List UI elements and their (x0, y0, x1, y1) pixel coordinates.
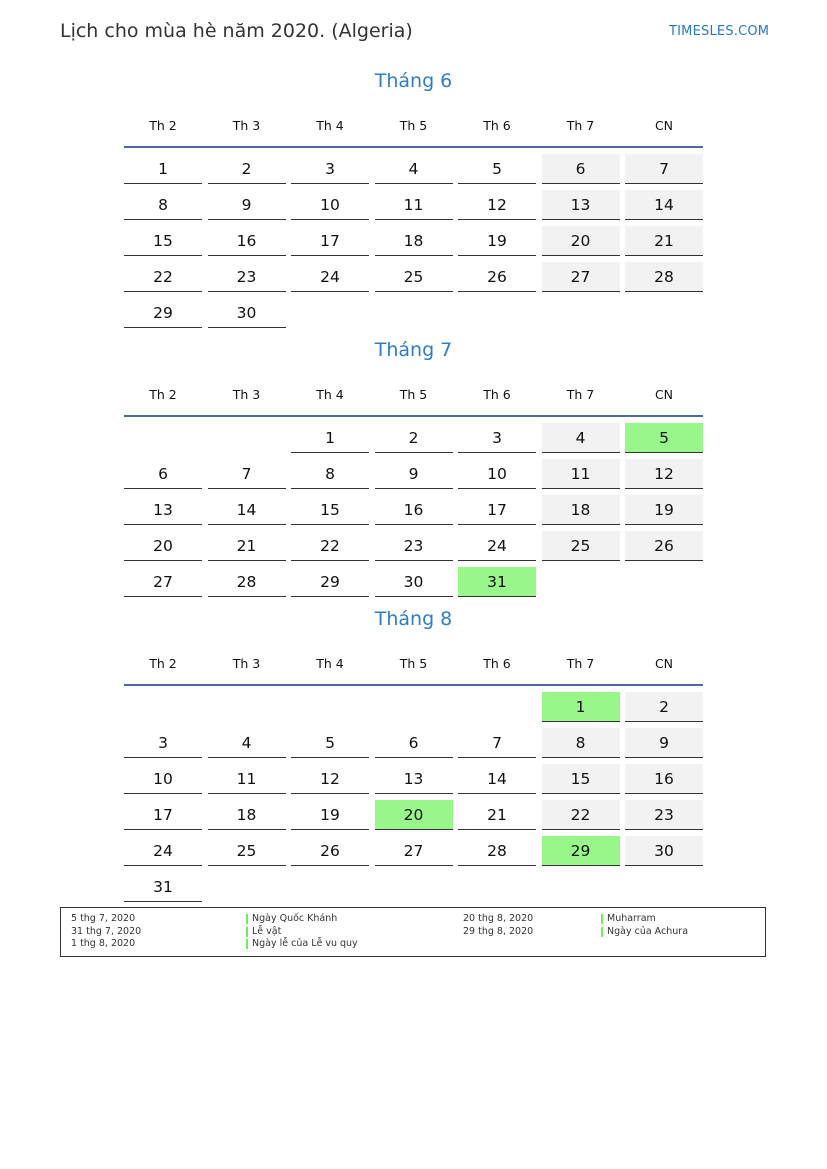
day-cell[interactable]: 12 (458, 190, 536, 220)
legend-holiday-name (601, 913, 656, 924)
weekday-label: Th 5 (399, 656, 428, 671)
day-cell[interactable]: 26 (458, 262, 536, 292)
month-title: Tháng 6 (374, 70, 453, 92)
holiday-color-marker (246, 939, 248, 949)
weekday-label: CN (654, 656, 674, 671)
day-cell[interactable]: 17 (124, 800, 202, 830)
legend-holiday-label: Lễ vật (252, 925, 282, 937)
day-cell[interactable]: 19 (625, 495, 703, 525)
day-cell[interactable]: 5 (291, 728, 369, 758)
holiday-color-marker (246, 927, 248, 937)
day-cell[interactable]: 1 (124, 154, 202, 184)
legend-holiday-name (601, 926, 688, 937)
weekday-label: Th 6 (483, 118, 511, 133)
weekday-label: Th 3 (232, 387, 261, 402)
day-cell[interactable]: 1 (291, 423, 369, 453)
day-cell[interactable]: 8 (542, 728, 620, 758)
day-cell[interactable]: 18 (375, 226, 453, 256)
weekday-label: Th 3 (232, 656, 261, 671)
day-cell[interactable]: 25 (208, 836, 286, 866)
legend-holiday-name (246, 926, 281, 937)
day-cell[interactable]: 5 (458, 154, 536, 184)
weekday-label: Th 2 (149, 656, 177, 671)
day-cell[interactable]: 8 (124, 190, 202, 220)
day-cell[interactable]: 6 (124, 459, 202, 489)
day-cell[interactable]: 29 (291, 567, 369, 597)
legend-holiday-label: Ngày của Achura (607, 925, 689, 937)
day-cell[interactable]: 8 (291, 459, 369, 489)
day-cell[interactable]: 30 (208, 298, 286, 328)
day-cell[interactable]: 13 (124, 495, 202, 525)
weekday-label: Th 7 (566, 387, 595, 402)
day-cell[interactable]: 15 (291, 495, 369, 525)
day-cell[interactable]: 13 (542, 190, 620, 220)
day-cell[interactable]: 19 (291, 800, 369, 830)
month-block (124, 608, 703, 896)
day-cell[interactable]: 21 (208, 531, 286, 561)
day-cell[interactable]: 21 (625, 226, 703, 256)
day-cell[interactable]: 3 (291, 154, 369, 184)
day-cell[interactable]: 28 (458, 836, 536, 866)
day-cell[interactable]: 10 (124, 764, 202, 794)
weekday-header (124, 375, 703, 417)
weekday-label: CN (654, 118, 674, 133)
weekday-label: Th 2 (149, 118, 177, 133)
day-cell[interactable]: 25 (375, 262, 453, 292)
day-cell[interactable]: 3 (124, 728, 202, 758)
month-title: Tháng 8 (374, 608, 453, 630)
legend-holiday-label: Muharram (607, 913, 656, 924)
weekday-header (124, 644, 703, 686)
day-cell[interactable]: 19 (458, 226, 536, 256)
day-cell[interactable]: 4 (375, 154, 453, 184)
day-cell[interactable]: 7 (458, 728, 536, 758)
day-cell[interactable]: 26 (291, 836, 369, 866)
day-cell[interactable]: 18 (208, 800, 286, 830)
day-cell[interactable]: 26 (625, 531, 703, 561)
month-block (124, 339, 703, 591)
day-cell[interactable]: 14 (208, 495, 286, 525)
day-cell[interactable]: 23 (625, 800, 703, 830)
day-cell[interactable]: 27 (375, 836, 453, 866)
holiday-color-marker (246, 914, 248, 924)
day-cell[interactable]: 22 (124, 262, 202, 292)
weekday-label: Th 4 (316, 656, 344, 671)
day-cell[interactable]: 3 (458, 423, 536, 453)
day-cell[interactable]: 11 (542, 459, 620, 489)
month-title: Tháng 7 (374, 339, 453, 361)
day-cell[interactable]: 16 (625, 764, 703, 794)
legend-date: 31 thg 7, 2020 (71, 925, 142, 937)
day-cell[interactable]: 12 (625, 459, 703, 489)
day-cell[interactable]: 16 (208, 226, 286, 256)
holiday-legend (60, 907, 766, 957)
legend-date: 20 thg 8, 2020 (463, 913, 534, 924)
day-cell[interactable]: 24 (291, 262, 369, 292)
weekday-label: Th 6 (483, 387, 511, 402)
day-cell[interactable]: 24 (124, 836, 202, 866)
day-cell[interactable]: 2 (375, 423, 453, 453)
holiday-color-marker (601, 914, 603, 924)
weekday-label: CN (654, 387, 674, 402)
holiday-day-cell[interactable]: 5 (625, 423, 703, 453)
day-cell[interactable]: 6 (375, 728, 453, 758)
day-cell[interactable]: 24 (458, 531, 536, 561)
legend-date: 5 thg 7, 2020 (71, 913, 136, 924)
holiday-day-cell[interactable]: 29 (542, 836, 620, 866)
holiday-day-cell[interactable]: 31 (458, 567, 536, 597)
day-cell[interactable]: 25 (542, 531, 620, 561)
holiday-color-marker (601, 927, 603, 937)
day-cell[interactable]: 30 (625, 836, 703, 866)
brand-link[interactable]: TIMESLES.COM (669, 24, 770, 39)
weekday-label: Th 7 (566, 656, 595, 671)
day-cell[interactable]: 23 (208, 262, 286, 292)
legend-holiday-name (246, 913, 337, 924)
weekday-label: Th 4 (316, 118, 344, 133)
day-cell[interactable]: 21 (458, 800, 536, 830)
day-cell[interactable]: 28 (208, 567, 286, 597)
legend-holiday-label: Ngày Quốc Khánh (252, 913, 338, 924)
day-cell[interactable]: 22 (542, 800, 620, 830)
holiday-day-cell[interactable]: 20 (375, 800, 453, 830)
day-cell[interactable]: 2 (625, 692, 703, 722)
day-cell[interactable]: 16 (375, 495, 453, 525)
month-block (124, 70, 703, 322)
day-cell[interactable]: 17 (291, 226, 369, 256)
day-cell[interactable]: 28 (625, 262, 703, 292)
weekday-label: Th 5 (399, 387, 428, 402)
day-cell[interactable]: 14 (625, 190, 703, 220)
weekday-label: Th 5 (399, 118, 428, 133)
page-title: Lịch cho mùa hè năm 2020. (Algeria) (60, 20, 413, 42)
day-cell[interactable]: 11 (208, 764, 286, 794)
day-cell[interactable]: 23 (375, 531, 453, 561)
weekday-label: Th 7 (566, 118, 595, 133)
day-cell[interactable]: 10 (291, 190, 369, 220)
holiday-day-cell[interactable]: 1 (542, 692, 620, 722)
day-cell[interactable]: 17 (458, 495, 536, 525)
day-cell[interactable]: 10 (458, 459, 536, 489)
day-cell[interactable]: 12 (291, 764, 369, 794)
day-cell[interactable]: 6 (542, 154, 620, 184)
legend-date: 29 thg 8, 2020 (463, 925, 534, 937)
day-cell[interactable]: 14 (458, 764, 536, 794)
legend-date: 1 thg 8, 2020 (71, 938, 136, 949)
day-cell[interactable]: 2 (208, 154, 286, 184)
day-cell[interactable]: 9 (375, 459, 453, 489)
day-cell[interactable]: 15 (542, 764, 620, 794)
day-cell[interactable]: 9 (208, 190, 286, 220)
day-cell[interactable]: 4 (542, 423, 620, 453)
day-cell[interactable]: 31 (124, 872, 202, 902)
day-cell[interactable]: 30 (375, 567, 453, 597)
day-cell[interactable]: 7 (208, 459, 286, 489)
day-cell[interactable]: 27 (542, 262, 620, 292)
day-cell[interactable]: 9 (625, 728, 703, 758)
day-cell[interactable]: 11 (375, 190, 453, 220)
weekday-header (124, 106, 703, 148)
legend-holiday-name (246, 938, 358, 949)
day-cell[interactable]: 4 (208, 728, 286, 758)
weekday-label: Th 6 (483, 656, 511, 671)
weekday-label: Th 4 (316, 387, 344, 402)
day-cell[interactable]: 7 (625, 154, 703, 184)
day-cell[interactable]: 20 (124, 531, 202, 561)
day-cell[interactable]: 18 (542, 495, 620, 525)
day-cell[interactable]: 27 (124, 567, 202, 597)
weekday-label: Th 2 (149, 387, 177, 402)
day-cell[interactable]: 29 (124, 298, 202, 328)
day-cell[interactable]: 20 (542, 226, 620, 256)
day-cell[interactable]: 15 (124, 226, 202, 256)
day-cell[interactable]: 13 (375, 764, 453, 794)
weekday-label: Th 3 (232, 118, 261, 133)
day-cell[interactable]: 22 (291, 531, 369, 561)
legend-holiday-label: Ngày lễ của Lễ vu quy (252, 938, 358, 949)
